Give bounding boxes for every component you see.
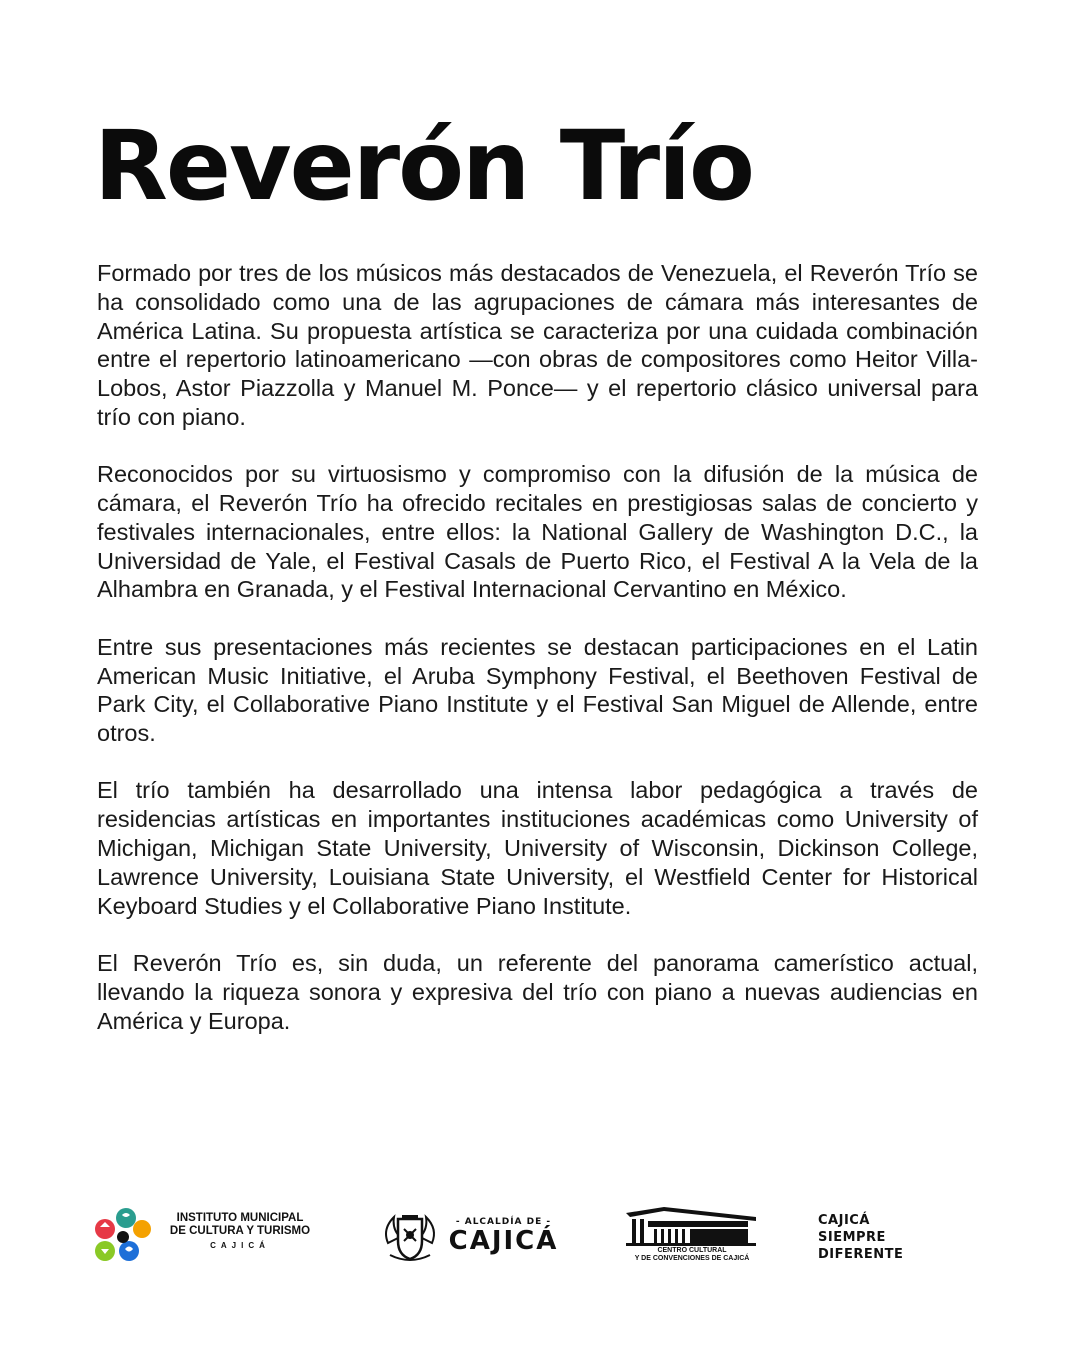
- centro-wordmark: [622, 1247, 762, 1263]
- paragraph-2: Reconocidos por su virtuosismo y compromiso con la difusión de la música de cámara, el Reverón Trío ha ofrecido recitales en prestigiosas salas de concierto y festivales internacionales, entre ellos: la National Gallery de Washington D.C., la Universidad de Yale, el Festival Casals de Puerto Rico, el Festival A la Vela de la Alhambra en Granada, y el Festival Internacional Cervantino en México.: [97, 461, 978, 603]
- centro-line-1: CENTRO CULTURAL: [657, 1247, 727, 1254]
- paragraph-3: Entre sus presentaciones más recientes se destacan participaciones en el Latin American Music Initiative, el Aruba Symphony Festival, el Beethoven Festival de Park City, el Collaborative Piano Institute y el Festival San Miguel de Allende, entre otros.: [97, 633, 978, 747]
- imct-logo: [92, 1203, 322, 1273]
- coat-of-arms-icon: [380, 1209, 440, 1269]
- paragraph-4: El trío también ha desarrollado una intensa labor pedagógica a través de residencias artísticas en importantes instituciones académicas como University of Michigan, Michigan State University, University of Wisconsin, Dickinson College, Lawrence University, Louisiana State University, el Westfield Center for Historical Keyboard Studies y el Collaborative Piano Institute.: [97, 777, 978, 919]
- alcaldia-wordmark: [446, 1217, 561, 1255]
- imct-wordmark: [160, 1212, 320, 1250]
- imct-line-2: DE CULTURA Y TURISMO: [169, 1225, 311, 1237]
- slogan-line-1: CAJICÁ: [818, 1213, 870, 1228]
- slogan-wordmark: [818, 1212, 903, 1263]
- paragraph-5: El Reverón Trío es, sin duda, un referente del panorama camerístico actual, llevando la riqueza sonora y expresiva del trío con piano a nuevas audiencias en América y Europa.: [97, 949, 978, 1034]
- slogan-line-2: SIEMPRE: [818, 1230, 886, 1245]
- paragraph-1: Formado por tres de los músicos más destacados de Venezuela, el Reverón Trío se ha consolidado como una de las agrupaciones de cámara más interesantes de América Latina. Su propuesta artística se caracteriza por una cuidada combinación entre el repertorio latinoamericano —con obras de compositores como Heitor Villa-Lobos, Astor Piazzolla y Manuel M. Ponce— y el repertorio clásico universal para trío con piano.: [97, 260, 978, 430]
- page-title: Reverón Trío: [94, 110, 753, 222]
- alcaldia-main: CAJICÁ: [448, 1226, 559, 1256]
- imct-emblem-icon: [92, 1205, 156, 1269]
- body-text: [97, 259, 978, 1064]
- alcaldia-logo: [378, 1203, 563, 1273]
- building-icon: [624, 1203, 758, 1247]
- footer-logos: [90, 1203, 950, 1273]
- slogan-line-3: DIFERENTE: [818, 1247, 904, 1262]
- alcaldia-sub: - ALCALDÍA DE -: [455, 1217, 552, 1227]
- centro-line-2: Y DE CONVENCIONES DE CAJICÁ: [634, 1255, 750, 1262]
- imct-line-1: INSTITUTO MUNICIPAL: [176, 1212, 304, 1224]
- slogan-logo: [818, 1203, 948, 1273]
- centro-cultural-logo: [622, 1203, 762, 1273]
- imct-line-3: CAJICÁ: [210, 1241, 270, 1250]
